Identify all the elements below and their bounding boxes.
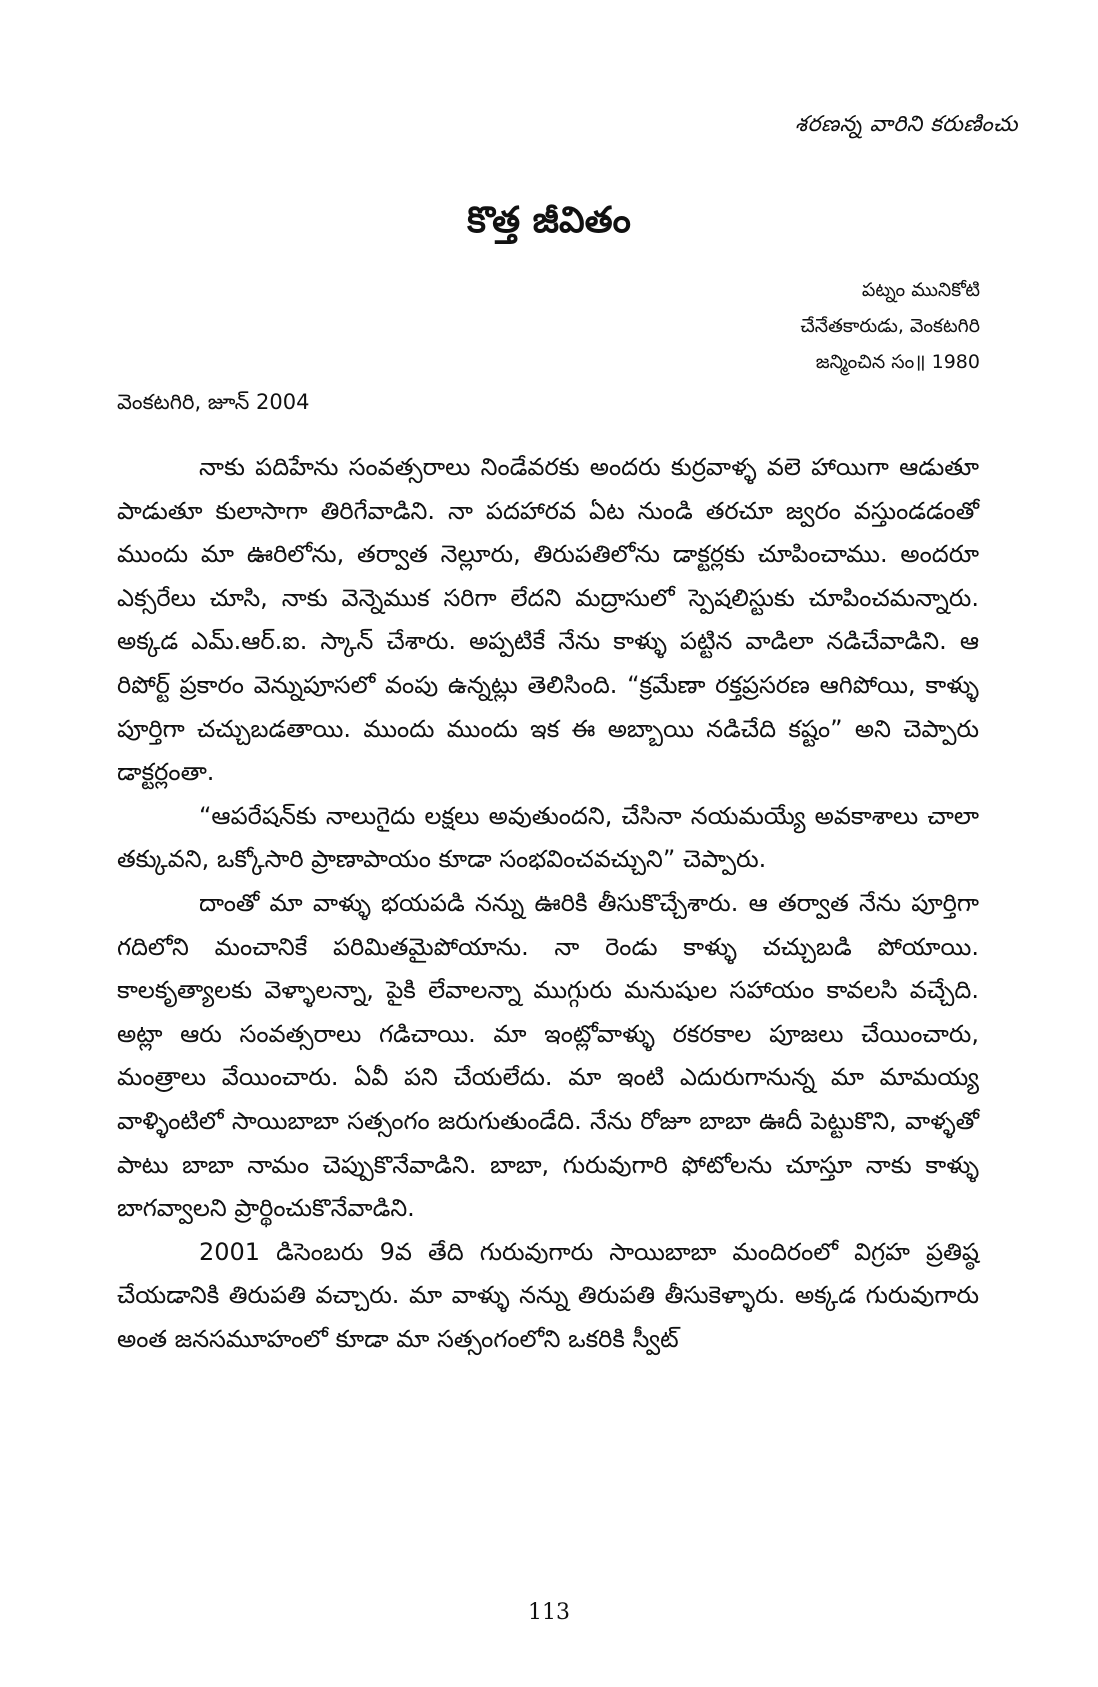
paragraph: దాంతో మా వాళ్ళు భయపడి నన్ను ఊరికి తీసుకొచ్చేశారు. ఆ తర్వాత నేను పూర్తిగా గదిలోని మంచానికే పరిమితమైపోయాను. నా రెండు కాళ్ళు చచ్చుబడి పోయాయి. కాలకృత్యాలకు వెళ్ళాలన్నా, పైకి లేవాలన్నా ముగ్గురు మనుషుల సహాయం కావలసి వచ్చేది. అట్లా ఆరు సంవత్సరాలు గడిచాయి. మా ఇంట్లోవాళ్ళు రకరకాల పూజలు చేయించారు, మంత్రాలు వేయించారు. ఏవీ పని చేయలేదు. మా ఇంటి ఎదురుగానున్న మా మామయ్య వాళ్ళింటిలో సాయిబాబా సత్సంగం జరుగుతుండేది. నేను రోజూ బాబా ఊదీ పెట్టుకొని, వాళ్ళతో పాటు బాబా నామం చెప్పుకొనేవాడిని. బాబా, గురువుగారి ఫోటోలను చూస్తూ నాకు కాళ్ళు బాగవ్వాలని ప్రార్థించుకొనేవాడిని. [117, 888, 979, 1223]
dateline: వెంకటగిరి, జూన్ 2004 [117, 390, 310, 414]
running-header: శరణన్న వారిని కరుణించు [794, 112, 1018, 137]
article-title: కొత్త జీవితం [467, 200, 631, 241]
author-birth-year: జన్మించిన సం॥ 1980 [815, 351, 980, 373]
paragraph: నాకు పదిహేను సంవత్సరాలు నిండేవరకు అందరు కుర్రవాళ్ళ వలె హాయిగా ఆడుతూ పాడుతూ కులాసాగా తిరిగేవాడిని. నా పదహారవ ఏట నుండి తరచూ జ్వరం వస్తుండడంతో ముందు మా ఊరిలోను, తర్వాత నెల్లూరు, తిరుపతిలోను డాక్టర్లకు చూపించాము. అందరూ ఎక్సరేలు చూసి, నాకు వెన్నెముక సరిగా లేదని మద్రాసులో స్పెషలిస్టుకు చూపించమన్నారు. అక్కడ ఎమ్.ఆర్.ఐ. స్కాన్ చేశారు. అప్పటికే నేను కాళ్ళు పట్టిన వాడిలా నడిచేవాడిని. ఆ రిపోర్ట్ ప్రకారం వెన్నుపూసలో వంపు ఉన్నట్లు తెలిసింది. “క్రమేణా రక్తప్రసరణ ఆగిపోయి, కాళ్ళు పూర్తిగా చచ్చుబడతాయి. ముందు ముందు ఇక ఈ అబ్బాయి నడిచేది కష్టం” అని చెప్పారు డాక్టర్లంతా. [117, 453, 979, 787]
article-body [117, 446, 979, 1361]
author-block [800, 272, 980, 380]
paragraph: 2001 డిసెంబరు 9వ తేది గురువుగారు సాయిబాబా మందిరంలో విగ్రహ ప్రతిష్ఠ చేయడానికి తిరుపతి వచ్చారు. మా వాళ్ళు నన్ను తిరుపతి తీసుకెళ్ళారు. అక్కడ గురువుగారు అంత జనసమూహంలో కూడా మా సత్సంగంలోని ఒకరికి స్వీట్ [117, 1237, 979, 1353]
page-number: 113 [528, 1600, 570, 1625]
author-name: పట్నం మునికోటి [861, 279, 980, 301]
author-occupation: చేనేతకారుడు, వెంకటగిరి [800, 315, 980, 337]
paragraph: “ఆపరేషన్‌కు నాలుగైదు లక్షలు అవుతుందని, చేసినా నయమయ్యే అవకాశాలు చాలా తక్కువని, ఒక్కోసారి ప్రాణాపాయం కూడా సంభవించవచ్చుని” చెప్పారు. [117, 801, 979, 874]
